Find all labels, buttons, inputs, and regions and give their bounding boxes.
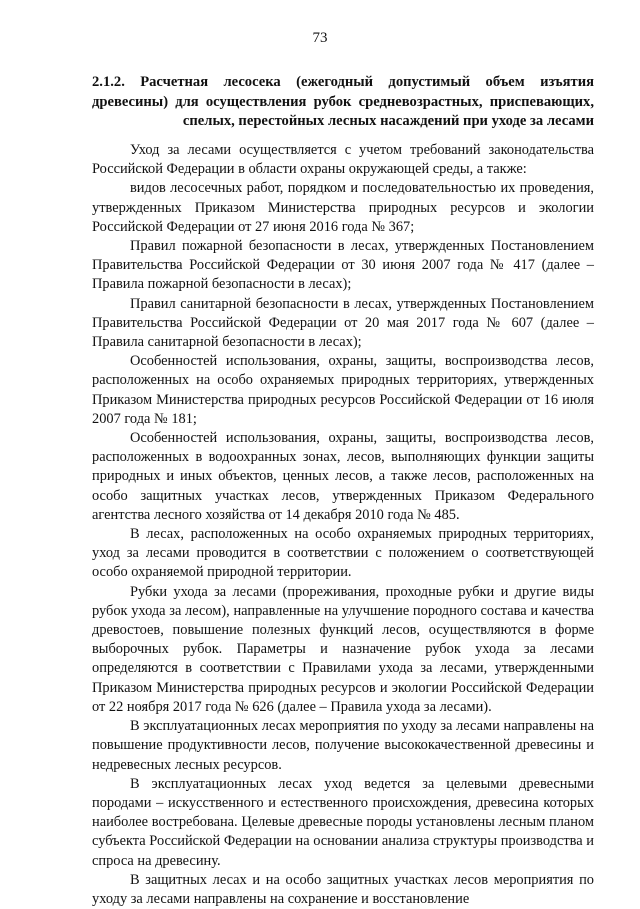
body-text <box>92 141 594 909</box>
paragraph: видов лесосечных работ, порядком и последовательностью их проведения, утвержденных Приказом Министерства природных ресурсов и экологии Российской Федерации от 27 июня 2016 года № 367; <box>92 180 594 235</box>
section-heading: 2.1.2. Расчетная лесосека (ежегодный допустимый объем изъятия древесины) для осуществления рубок средневозрастных, приспевающих, спелых, перестойных лесных насаждений при уходе за лесами <box>92 74 594 129</box>
paragraph: Особенностей использования, охраны, защиты, воспроизводства лесов, расположенных на особо охраняемых природных территориях, утвержденных Приказом Министерства природных ресурсов Российской Федерации от 16 июля 2007 года № 181; <box>92 353 594 427</box>
paragraph: В лесах, расположенных на особо охраняемых природных территориях, уход за лесами проводится в соответствии с положением о соответствующей особо охраняемой природной территории. <box>92 526 594 581</box>
paragraph: Рубки ухода за лесами (прореживания, проходные рубки и другие виды рубок ухода за лесом), направленные на улучшение породного состава и качества древостоев, повышение полезных функций лесов, осуществляются в форме выборочных рубок. Параметры и назначение рубок ухода за лесами определяются в соответствии с Правилами ухода за лесами, утвержденными Приказом Министерства природных ресурсов и экологии Российской Федерации от 22 ноября 2017 года № 626 (далее – Правила ухода за лесами). <box>92 583 594 715</box>
paragraph: Правил пожарной безопасности в лесах, утвержденных Постановлением Правительства Российской Федерации от 30 июня 2007 года № 417 (далее – Правила пожарной безопасности в лесах); <box>92 238 594 293</box>
paragraph: В защитных лесах и на особо защитных участках лесов мероприятия по уходу за лесами направлены на сохранение и восстановление <box>92 871 594 907</box>
paragraph: Особенностей использования, охраны, защиты, воспроизводства лесов, расположенных в водоохранных зонах, лесов, выполняющих функции защиты природных и иных объектов, ценных лесов, а также лесов, расположенных на особо защитных участках лесов, утвержденных Приказом Федерального агентства лесного хозяйства от 14 декабря 2010 года № 485. <box>92 430 594 523</box>
paragraph: В эксплуатационных лесах мероприятия по уходу за лесами направлены на повышение продуктивности лесов, получение высококачественной древесины и недревесных лесных ресурсов. <box>92 718 594 773</box>
paragraph: Уход за лесами осуществляется с учетом требований законодательства Российской Федерации в области охраны окружающей среды, а также: <box>92 142 594 178</box>
paragraph: В эксплуатационных лесах уход ведется за целевыми древесными породами – искусственного и естественного происхождения, древесина которых наиболее востребована. Целевые древесные породы установлены лесным планом субъекта Российской Федерации на основании анализа структуры производства и спроса на древесину. <box>92 775 594 869</box>
paragraph: Правил санитарной безопасности в лесах, утвержденных Постановлением Правительства Российской Федерации от 20 мая 2017 года № 607 (далее – Правила санитарной безопасности в лесах); <box>92 295 594 351</box>
page-number: 73 <box>312 30 328 46</box>
